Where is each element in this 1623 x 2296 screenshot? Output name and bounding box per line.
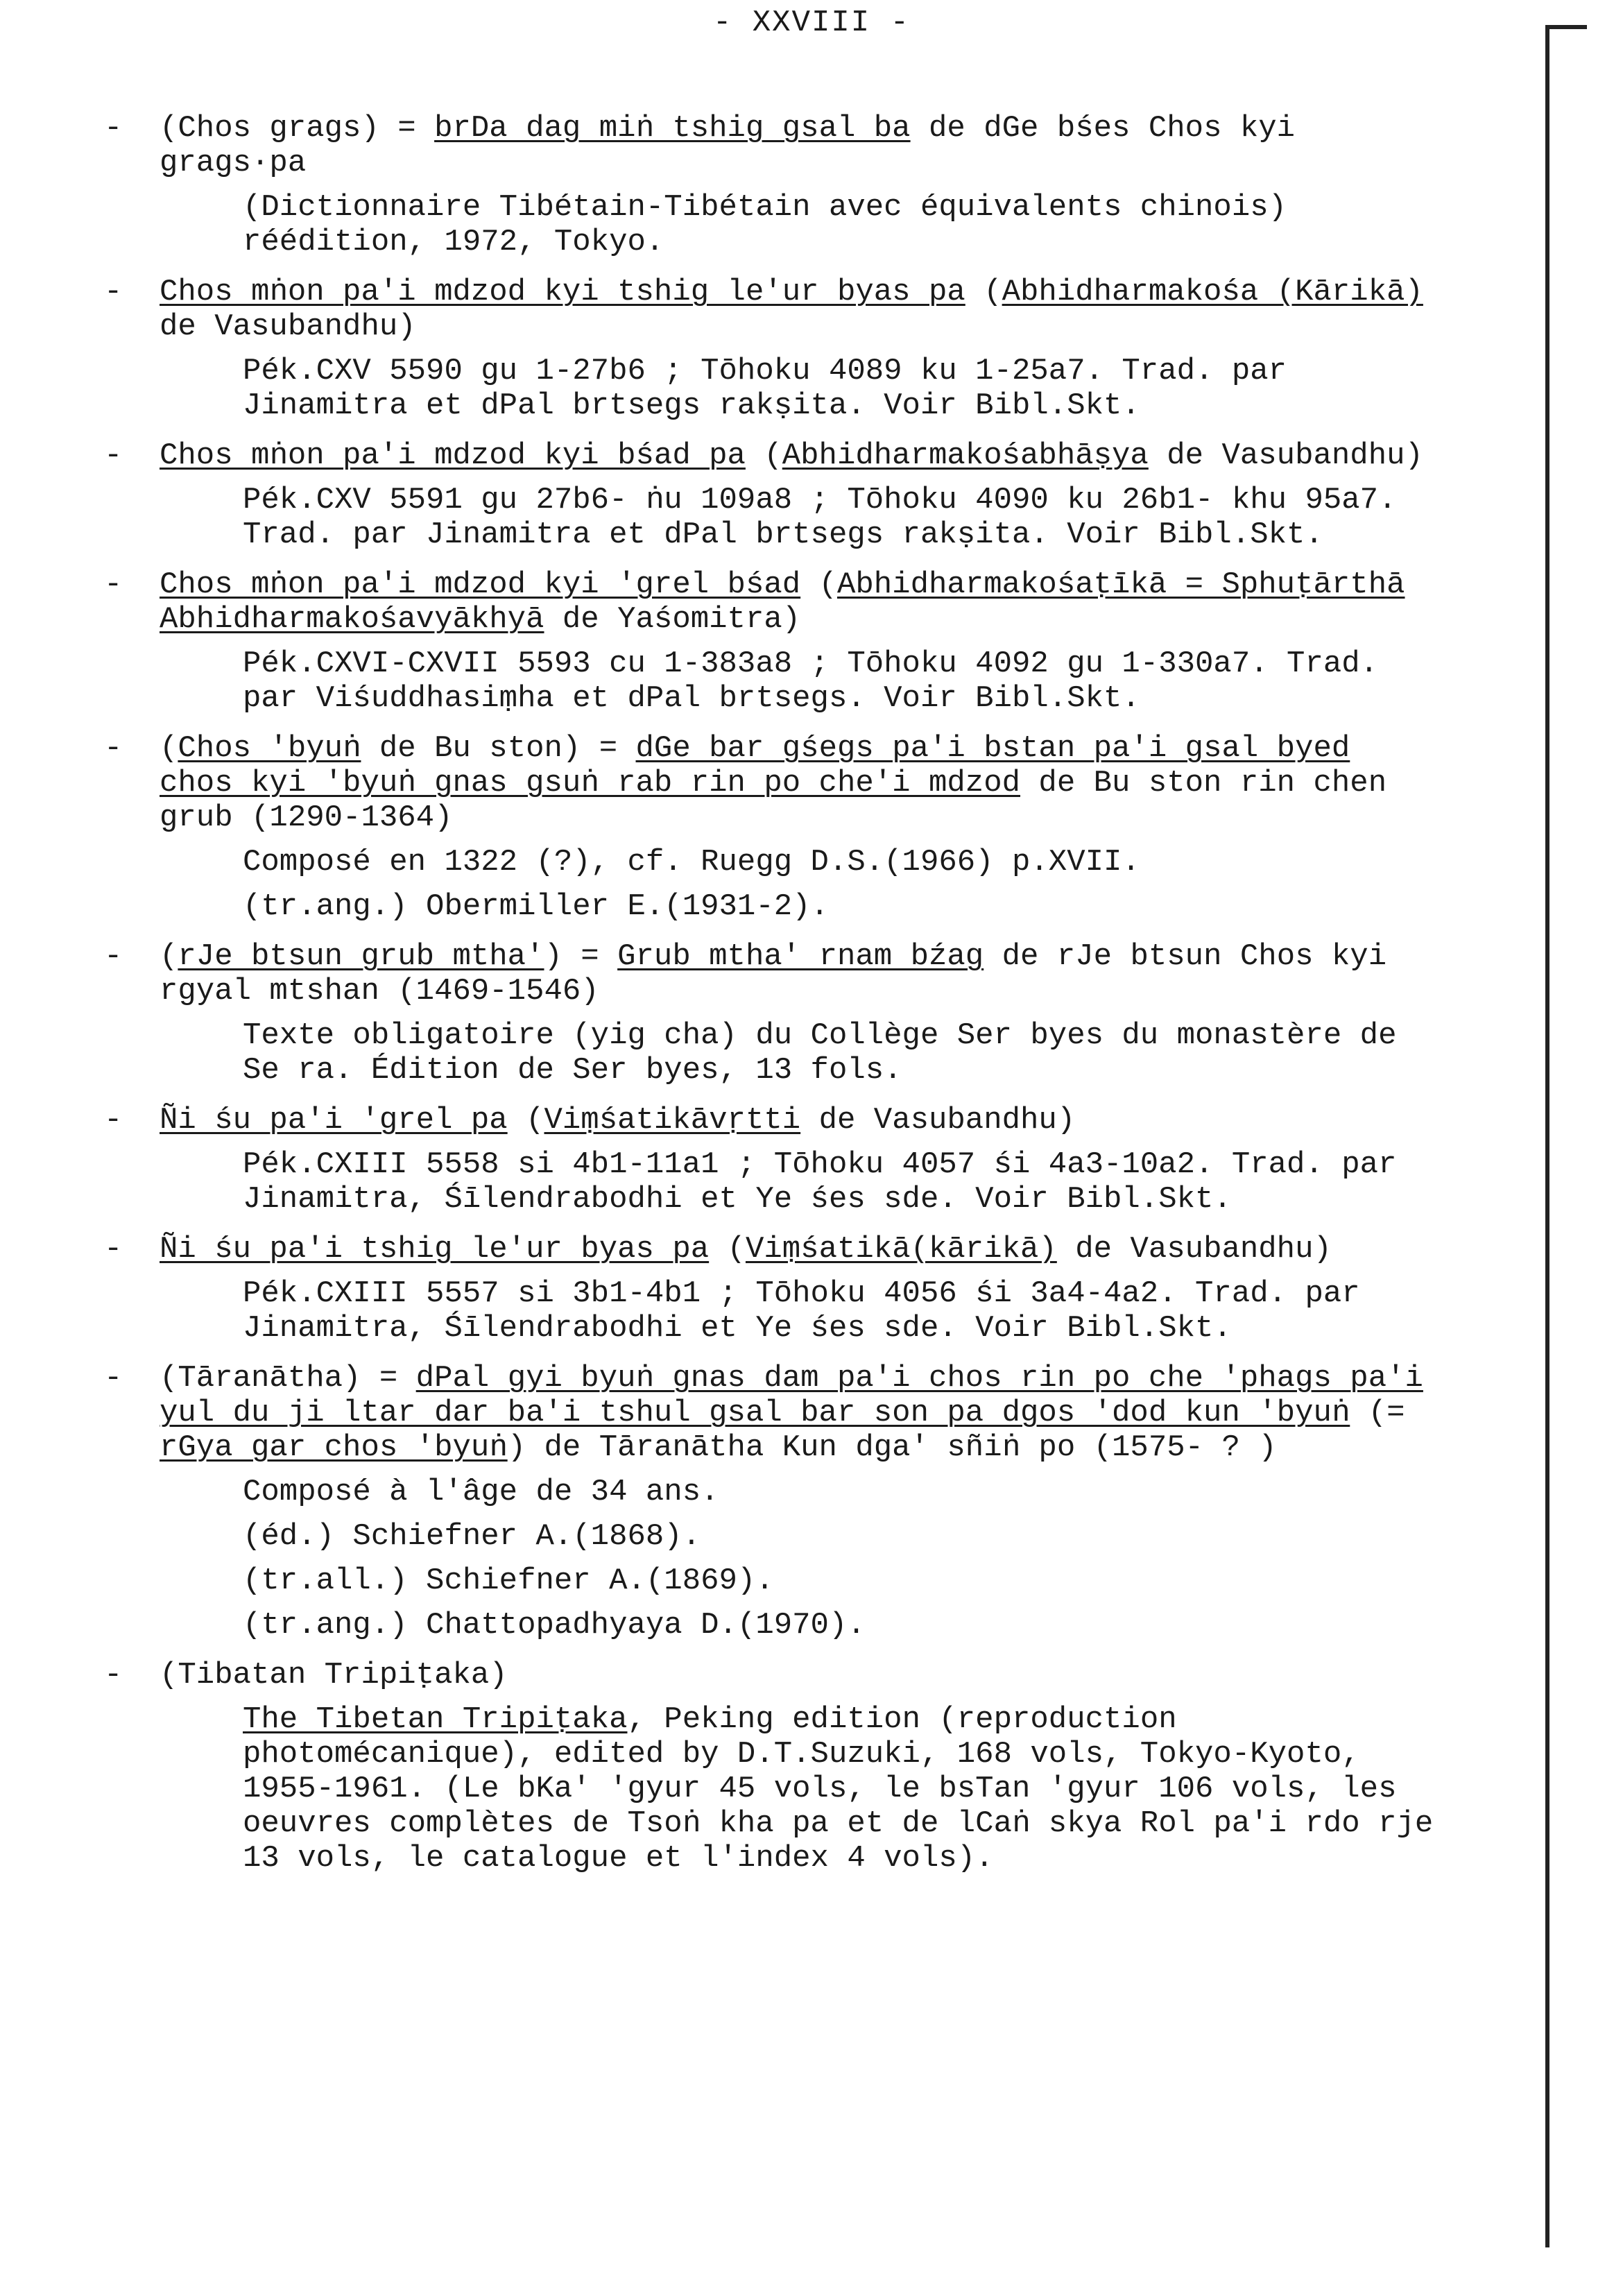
underlined-title: Chos mṅon pa'i mdzod kyi 'grel bśad	[160, 567, 801, 602]
text-segment: de dGe bśes Chos kyi grags·pa	[160, 111, 1296, 180]
bibliography-entry	[104, 1658, 1436, 1876]
underlined-title: Abhidharmakośa (Kārikā)	[1002, 275, 1423, 309]
entry-dash: -	[104, 1103, 123, 1138]
entry-dash: -	[104, 939, 123, 974]
underlined-title: Chos mṅon pa'i mdzod kyi bśad pa	[160, 438, 746, 473]
entry-dash: -	[104, 275, 123, 309]
entry-note	[243, 845, 1436, 880]
entry-note	[243, 483, 1436, 552]
entry-note	[243, 1018, 1436, 1088]
entry-dash: -	[104, 731, 123, 766]
bibliography-entry	[104, 731, 1436, 924]
text-segment: de Vasubandhu)	[1148, 438, 1423, 473]
text-segment: Pék.CXIII 5557 si 3b1-4b1 ; Tōhoku 4056 śi 3a4-4a2. Trad. par Jinamitra, Śīlendrabodhi et Ye śes sde. Voir Bibl.Skt.	[243, 1276, 1360, 1346]
entry-dash: -	[104, 567, 123, 602]
underlined-title: Abhidharmakośabhāṣya	[782, 438, 1149, 473]
text-segment: de Vasubandhu)	[160, 309, 416, 344]
text-segment: (	[507, 1103, 544, 1138]
entry-title	[160, 731, 1436, 835]
text-segment: de Bu ston rin chen grub (1290-1364)	[160, 766, 1387, 835]
text-segment: (Tāranātha) =	[160, 1361, 416, 1396]
underlined-title: Abhidharmakośaṭīkā = Sphuṭārthā Abhidharmakośavyākhyā	[160, 567, 1405, 637]
text-segment: de Vasubandhu)	[800, 1103, 1076, 1138]
right-border-rule	[1545, 28, 1549, 2247]
underlined-title: brDa dag miṅ tshig gsal ba	[434, 111, 911, 146]
entry-title	[160, 1232, 1436, 1267]
text-segment: (	[709, 1232, 746, 1267]
text-segment: (	[160, 939, 178, 974]
bibliography-entry	[104, 1361, 1436, 1643]
entry-dash: -	[104, 111, 123, 146]
text-segment: (	[745, 438, 782, 473]
underlined-title: The Tibetan Tripiṭaka	[243, 1702, 628, 1737]
text-segment: (tr.ang.) Obermiller E.(1931-2).	[243, 889, 829, 924]
text-segment: de Yaśomitra)	[544, 602, 801, 637]
bibliography-entry	[104, 438, 1436, 552]
entry-note	[243, 889, 1436, 924]
text-segment: (Dictionnaire Tibétain-Tibétain avec équivalents chinois) réédition, 1972, Tokyo.	[243, 190, 1287, 259]
entry-title	[160, 1658, 1436, 1693]
text-segment: (éd.) Schiefner A.(1868).	[243, 1519, 701, 1554]
entry-title	[160, 438, 1436, 473]
text-segment: Pék.CXVI-CXVII 5593 cu 1-383a8 ; Tōhoku 4092 gu 1-330a7. Trad. par Viśuddhasiṃha et dPal brtsegs. Voir Bibl.Skt.	[243, 646, 1379, 716]
entry-title	[160, 939, 1436, 1009]
entry-note	[243, 354, 1436, 423]
underlined-title: Ñi śu pa'i 'grel pa	[160, 1103, 508, 1138]
text-segment: (	[800, 567, 837, 602]
underlined-title: Chos mṅon pa'i mdzod kyi tshig le'ur byas pa	[160, 275, 965, 309]
underlined-title: rJe btsun grub mtha'	[178, 939, 544, 974]
text-segment: (tr.ang.) Chattopadhyaya D.(1970).	[243, 1608, 866, 1643]
entry-note	[243, 1563, 1436, 1598]
bibliography-entry	[104, 1103, 1436, 1217]
text-segment: de Bu ston) =	[361, 731, 636, 766]
text-segment: Pék.CXV 5591 gu 27b6- ṅu 109a8 ; Tōhoku 4090 ku 26b1- khu 95a7. Trad. par Jinamitra et dPal brtsegs rakṣita. Voir Bibl.Skt.	[243, 483, 1397, 552]
entry-dash: -	[104, 1361, 123, 1396]
bibliography-entry	[104, 567, 1436, 716]
entry-title	[160, 275, 1436, 344]
entry-title	[160, 1361, 1436, 1465]
text-segment: Texte obligatoire (yig cha) du Collège Ser byes du monastère de Se ra. Édition de Ser byes, 13 fols.	[243, 1018, 1397, 1088]
bibliography-entry	[104, 939, 1436, 1088]
text-segment: (=	[1350, 1396, 1405, 1430]
underlined-title: Grub mtha' rnam bźag	[617, 939, 984, 974]
text-segment: (Tibatan Tripiṭaka)	[160, 1658, 508, 1693]
entry-note	[243, 1608, 1436, 1643]
entry-note	[243, 1519, 1436, 1554]
bibliography-list	[104, 111, 1436, 1891]
text-segment: (	[965, 275, 1002, 309]
entry-note	[243, 1276, 1436, 1346]
entry-note	[243, 190, 1436, 259]
bibliography-entry	[104, 275, 1436, 423]
text-segment: Composé à l'âge de 34 ans.	[243, 1475, 719, 1509]
entry-title	[160, 567, 1436, 637]
border-corner	[1545, 25, 1587, 29]
entry-note	[243, 646, 1436, 716]
underlined-title: rGya gar chos 'byuṅ	[160, 1430, 508, 1465]
bibliography-entry	[104, 1232, 1436, 1346]
entry-dash: -	[104, 1658, 123, 1693]
text-segment: ) de Tāranātha Kun dga' sñiṅ po (1575- ? )	[507, 1430, 1277, 1465]
entry-title	[160, 111, 1436, 180]
text-segment: , Peking edition (reproduction photomécanique), edited by D.T.Suzuki, 168 vols, Tokyo-Kyoto, 1955-1961. (Le bKa' 'gyur 45 vols, le bsTan 'gyur 106 vols, les oeuvres complètes de Tsoṅ kha pa et de lCaṅ skya Rol pa'i rdo rje 13 vols, le catalogue et l'index 4 vols).	[243, 1702, 1434, 1876]
text-segment: (tr.all.) Schiefner A.(1869).	[243, 1563, 774, 1598]
underlined-title: Viṃśatikā(kārikā)	[745, 1232, 1057, 1267]
underlined-title: Ñi śu pa'i tshig le'ur byas pa	[160, 1232, 710, 1267]
text-segment: (Chos grags) =	[160, 111, 435, 146]
text-segment: de rJe btsun Chos kyi rgyal mtshan (1469-1546)	[160, 939, 1387, 1009]
text-segment: (	[160, 731, 178, 766]
entry-note	[243, 1147, 1436, 1217]
text-segment: de Vasubandhu)	[1056, 1232, 1332, 1267]
underlined-title: Viṃśatikāvṛtti	[544, 1103, 801, 1138]
entry-title	[160, 1103, 1436, 1138]
underlined-title: Chos 'byuṅ	[178, 731, 361, 766]
text-segment: Pék.CXIII 5558 si 4b1-11a1 ; Tōhoku 4057 śi 4a3-10a2. Trad. par Jinamitra, Śīlendrabodhi et Ye śes sde. Voir Bibl.Skt.	[243, 1147, 1397, 1217]
entry-dash: -	[104, 438, 123, 473]
bibliography-entry	[104, 111, 1436, 259]
text-segment: Pék.CXV 5590 gu 1-27b6 ; Tōhoku 4089 ku 1-25a7. Trad. par Jinamitra et dPal brtsegs rakṣita. Voir Bibl.Skt.	[243, 354, 1287, 423]
entry-note	[243, 1475, 1436, 1509]
text-segment: ) =	[544, 939, 618, 974]
page-header: - XXVIII -	[712, 6, 911, 40]
entry-dash: -	[104, 1232, 123, 1267]
underlined-title: dPal gyi byuṅ gnas dam pa'i chos rin po che 'phags pa'i yul du ji ltar dar ba'i tshul gsal bar son pa dgos 'dod kun 'byuṅ	[160, 1361, 1423, 1430]
entry-note	[243, 1702, 1436, 1876]
underlined-title: dGe bar gśegs pa'i bstan pa'i gsal byed chos kyi 'byuṅ gnas gsuṅ rab rin po che'i mdzod	[160, 731, 1350, 800]
text-segment: Composé en 1322 (?), cf. Ruegg D.S.(1966) p.XVII.	[243, 845, 1140, 880]
